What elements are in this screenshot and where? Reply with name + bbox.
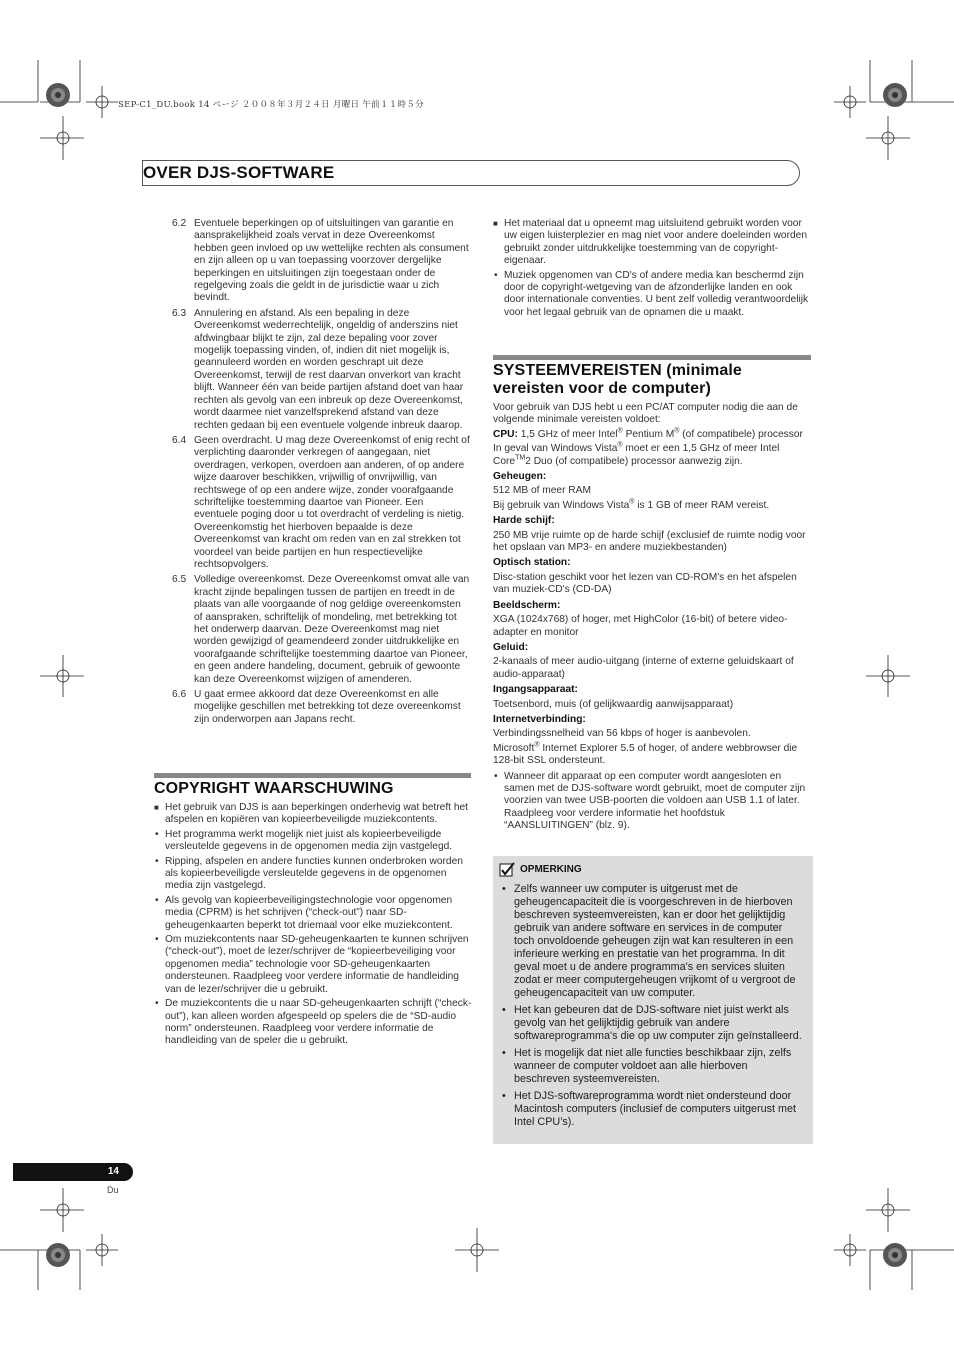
clause-number: 6.2 bbox=[172, 218, 187, 229]
internet-speed: Verbindingssnelheid van 56 kbps of hoger is aanbevolen. bbox=[493, 728, 751, 740]
clause-6-4 bbox=[172, 435, 470, 571]
list-item bbox=[499, 1047, 805, 1086]
sound-value: 2-kanaals of meer audio-uitgang (interne of externe geluidskaart of audio-apparaat) bbox=[493, 656, 794, 680]
clause-number: 6.3 bbox=[172, 307, 187, 319]
note-header bbox=[499, 862, 805, 877]
copyright-section bbox=[154, 802, 472, 1050]
sysreq-intro: Voor gebruik van DJS hebt u een PC/AT computer nodig die aan de volgende minimale vereisten voldoet: bbox=[493, 402, 798, 426]
square-bullet: ■ bbox=[154, 803, 159, 812]
optical-label: Optisch station: bbox=[493, 557, 571, 569]
print-info: SEP-C1_DU.book 14 ページ ２００８年３月２４日 月曜日 午前１１時５分 bbox=[118, 100, 424, 110]
clause-number: 6.6 bbox=[172, 689, 187, 701]
list-item bbox=[493, 270, 811, 320]
bullet: • bbox=[502, 1090, 506, 1102]
list-item-text: Het programma werkt mogelijk niet juist als kopieerbeveiligde versleutelde gegevens in de opgenomen media zijn vastgelegd. bbox=[165, 828, 453, 853]
clause-6-3 bbox=[172, 308, 470, 432]
list-item bbox=[154, 829, 472, 854]
list-item-text: Muziek opgenomen van CD's of andere media kan beschermd zijn door de copyright-wetgeving van de afzonderlijke landen en ook door internationale conventies. U bent zelf volledig verantwoordelijk voor het legaal gebruik van de opnamen die u maakt. bbox=[504, 269, 809, 318]
internet-browser: Microsoft® Internet Explorer 5.5 of hoger, of andere webbrowser die 128-bit SSL ondersteunt. bbox=[493, 741, 798, 767]
sysreq-section bbox=[493, 400, 811, 835]
bullet: • bbox=[155, 998, 159, 1010]
optical-value: Disc-station geschikt voor het lezen van CD-ROM's en het afspelen van muziek-CD's (CD-DA) bbox=[493, 571, 797, 596]
list-item bbox=[499, 1090, 805, 1129]
display-value: XGA (1024x768) of hoger, met HighColor (16-bit) of betere video-adapter en monitor bbox=[493, 614, 788, 638]
list-item bbox=[154, 856, 472, 893]
clause-6-5 bbox=[172, 574, 470, 686]
clause-6-2 bbox=[172, 218, 470, 305]
clause-text: Annulering en afstand. Als een bepaling in deze Overeenkomst wederrechtelijk, ongeldig of anderszins niet afdwingbaar blijkt te zijn, zal deze bepaling voor zover mogelijk toepassing vinden, of, indien dit niet mogelijk is, geannuleerd worden en worden geschrapt uit deze Overeenkomst, terwijl de rest daarvan onverkort van kracht blijft. Wanneer één van beide partijen afstand doet van haar rechten als gevolg van een inbreuk op deze Overeenkomst, wordt daarmee niet vanzelfsprekend afstand van deze rechten gedaan bij een eventuele volgende inbreuk daarop. bbox=[194, 307, 464, 431]
list-item bbox=[493, 218, 811, 268]
list-item-text: Om muziekcontents naar SD-geheugenkaarten te kunnen schrijven (“check-out”), moet de lezer/schrijver de “kopieerbeveiliging voor opgenomen media” technologie voor SD-geheugenkaarten ondersteunen. Raadpleeg voor verdere informatie de handleiding van de lezer/schrijver die u gebruikt. bbox=[165, 934, 469, 995]
clause-number: 6.4 bbox=[172, 434, 187, 446]
bullet: • bbox=[155, 855, 159, 867]
page-number-tab bbox=[13, 1163, 133, 1181]
clause-text: Geen overdracht. U mag deze Overeenkomst of enig recht of verplichting daaronder verkregen of aangegaan, niet overdragen, verkopen, overdoen aan anderen, of op andere wijze daarover beschikken, vrijwillig of onvrijwillig, van rechtswege of op een andere wijze, zonder voorafgaande schriftelijke toestemming daartoe van Pioneer. Een eventuele poging door u tot overdracht of verdeling is nietig. Overeenkomstig het hierboven bepaalde is deze Overeenkomst van kracht om reden van en zal strekken tot voordeel van beide partijen en hun respectievelijke rechtsopvolgers. bbox=[194, 434, 470, 570]
list-item bbox=[499, 1004, 805, 1043]
bullet: • bbox=[502, 1047, 506, 1059]
cpu-line: CPU: 1,5 GHz of meer Intel® Pentium M® (of compatibele) processor bbox=[493, 427, 803, 440]
bullet: • bbox=[494, 770, 498, 782]
square-bullet: ■ bbox=[493, 219, 498, 228]
list-item bbox=[493, 771, 811, 833]
list-item-text: Het is mogelijk dat niet alle functies beschikbaar zijn, zelfs wanneer de computer voldoet aan alle hierboven beschreven systeemvereisten. bbox=[514, 1047, 792, 1085]
bullet: • bbox=[502, 1004, 506, 1016]
list-item-text: Ripping, afspelen en andere functies kunnen onderbroken worden als kopieerbeveiligde versleutelde gegevens in de opgenomen media zijn vastgelegd. bbox=[165, 855, 463, 892]
list-item-text: Als gevolg van kopieerbeveiligingstechnologie voor opgenomen media (CPRM) is het schrijven (“check-out”) naar SD-geheugenkaarten beperkt tot driemaal voor elke muziekcontent. bbox=[165, 894, 453, 931]
checkmark-icon bbox=[499, 862, 515, 877]
bullet: • bbox=[155, 828, 159, 840]
bullet: • bbox=[494, 269, 498, 281]
right-top bbox=[493, 218, 811, 321]
list-item-text: Het kan gebeuren dat de DJS-software niet juist werkt als gevolg van het gelijktijdig gebruik van andere softwareprogramma's die op uw computer zijn geïnstalleerd. bbox=[514, 1004, 802, 1042]
list-item bbox=[154, 802, 472, 827]
list-item-text: Het materiaal dat u opneemt mag uitsluitend gebruikt worden voor uw eigen luisterplezier en mag niet voor andere doeleinden worden gebruikt zonder uitdrukkelijke toestemming van de copyright-eigenaar. bbox=[504, 218, 807, 267]
section-rule bbox=[493, 355, 811, 360]
list-item-text: Het DJS-softwareprogramma wordt niet ondersteund door Macintosh computers (inclusief de computers uitgerust met Intel CPU’s). bbox=[514, 1090, 797, 1128]
list-item-text: Zelfs wanneer uw computer is uitgerust met de geheugencapaciteit die is voorgeschreven in de hierboven beschreven systeemvereisten, kan er door het gelijktijdig gebruik van andere software en services in de computer toch onvoldoende geheugen zijn wat kan resulteren in een inferieure werking en prestatie van het programma. In dit geval moet u de andere programma's en services sluiten zodat er meer computergeheugen vrijkomt of u vergroot de geheugencapaciteit van uw computer. bbox=[514, 883, 796, 999]
input-label: Ingangsapparaat: bbox=[493, 684, 578, 696]
list-item-text: Wanneer dit apparaat op een computer wordt aangesloten en samen met de DJS-software wordt gebruikt, moet de computer zijn voorzien van twee USB-poorten die voldoen aan USB 1.1 of later. Raadpleeg voor verdere informatie het hoofdstuk “AANSLUITINGEN” (blz. 9). bbox=[504, 770, 806, 832]
header-bar bbox=[142, 160, 800, 186]
sysreq-heading-line1: SYSTEEMVEREISTEN (minimale bbox=[493, 362, 742, 379]
bullet: • bbox=[155, 894, 159, 906]
list-item bbox=[154, 998, 472, 1048]
input-value: Toetsenbord, muis (of gelijkwaardig aanwijsapparaat) bbox=[493, 698, 734, 710]
bullet: • bbox=[155, 934, 159, 946]
sound-label: Geluid: bbox=[493, 641, 529, 653]
internet-label: Internetverbinding: bbox=[493, 713, 586, 725]
clause-number: 6.5 bbox=[172, 574, 187, 586]
memory-label: Geheugen: bbox=[493, 471, 547, 483]
memory-vista: Bij gebruik van Windows Vista® is 1 GB of meer RAM vereist. bbox=[493, 498, 770, 511]
clause-6-6 bbox=[172, 689, 470, 726]
bullet: • bbox=[502, 883, 506, 895]
copyright-heading: COPYRIGHT WAARSCHUWING bbox=[154, 780, 394, 797]
cpu-vista-line: In geval van Windows Vista® moet er een 1,5 GHz of meer Intel Core™2 Duo (of compatibele) processor aanwezig zijn. bbox=[493, 441, 780, 467]
display-label: Beeldscherm: bbox=[493, 599, 561, 611]
sysreq-heading-line2: vereisten voor de computer) bbox=[493, 380, 711, 397]
disk-value: 250 MB vrije ruimte op de harde schijf (exclusief de ruimte nodig voor het opslaan van MP3- en andere muziekbestanden) bbox=[493, 529, 806, 554]
clause-text: Volledige overeenkomst. Deze Overeenkomst omvat alle van kracht zijnde bepalingen tussen de partijen en treedt in de plaats van alle voorgaande of nog geldige overeenkomsten of aanspraken, schriftelijk of mondeling, met betrekking tot het onderwerp daarvan. Deze Overeenkomst mag niet worden gewijzigd of geamendeerd zonder uitdrukkelijke en voorafgaande schriftelijke toestemming daartoe van Pioneer, en geen andere handeling, document, gebruik of gewoonte kan deze Overeenkomst wijzigen of amenderen. bbox=[194, 574, 470, 685]
memory-value: 512 MB of meer RAM bbox=[493, 485, 591, 497]
list-item bbox=[154, 934, 472, 996]
list-item bbox=[154, 895, 472, 932]
cpu-label: CPU: bbox=[493, 428, 518, 440]
clause-text: Eventuele beperkingen op of uitsluitingen van garantie en aansprakelijkheid zoals vervat in deze Overeenkomst hebben geen invloed op uw wettelijke rechten als consument en zijn alleen op u van toepassing voorzover dergelijke beperkingen en uitsluitingen zijn toegestaan onder de regelgeving zoals die geldt in de jurisdictie waar u zich bevindt. bbox=[194, 218, 469, 304]
list-item bbox=[499, 883, 805, 1000]
page-number: 14 bbox=[107, 1166, 119, 1177]
disk-label: Harde schijf: bbox=[493, 515, 555, 527]
clause-text: U gaat ermee akkoord dat deze Overeenkomst en alle mogelijke geschillen met betrekking tot deze overeenkomst zijn onderworpen aan Japans recht. bbox=[194, 689, 461, 725]
note-box bbox=[493, 856, 813, 1144]
left-column bbox=[172, 218, 470, 729]
language-code: Du bbox=[107, 1185, 119, 1195]
note-title: OPMERKING bbox=[520, 864, 582, 875]
list-item-text: Het gebruik van DJS is aan beperkingen onderhevig wat betreft het afspelen en kopiëren van kopieerbeveiligde muziekcontents. bbox=[165, 802, 468, 826]
list-item-text: De muziekcontents die u naar SD-geheugenkaarten schrijft (“check-out”), kan alleen worden afgespeeld op spelers die de “SD-audio norm” ondersteunen. Raadpleeg voor verdere informatie de handleiding van de speler die u gebruikt. bbox=[165, 998, 472, 1047]
sysreq-heading bbox=[493, 362, 742, 398]
section-rule bbox=[154, 773, 471, 778]
page-title: OVER DJS-SOFTWARE bbox=[143, 163, 335, 182]
